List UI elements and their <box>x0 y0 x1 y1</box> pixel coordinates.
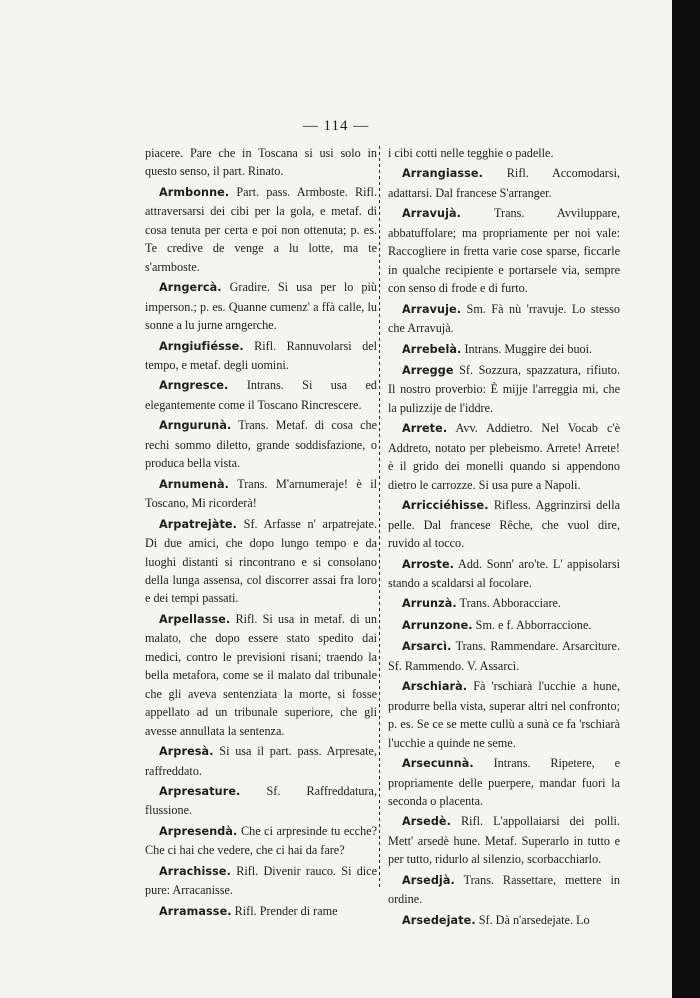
entry-headword: Arrangiasse. <box>402 167 483 181</box>
entry-headword: Arrachisse. <box>159 864 231 878</box>
entry-headword: Arschiarà. <box>402 680 468 694</box>
entry-text: Add. Sonn' aro'te. L' appisolarsi stando a scaldarsi al focolare. <box>388 556 620 590</box>
entry-headword: Arregge <box>402 363 454 377</box>
dictionary-entry <box>388 300 620 338</box>
entry-text: Rifl. Si usa in metaf. di un malato, che dopo essere stato spedito dai medici, contro le previsioni risani; traendo la bella metafora, come se il malato dal tribunale che gli aveva sentenziata la morte, si fosse appellato ad un tribunale superiore, che gli avesse annullata la sentenza. <box>145 611 377 738</box>
dictionary-entry <box>145 278 377 334</box>
dictionary-entry <box>388 616 620 635</box>
entry-text: Che ci arpresinde tu ecche? Che ci hai che vedere, che ci hai da fare? <box>145 823 377 858</box>
entry-headword: Arpresendà. <box>159 824 238 838</box>
entry-headword: Arsarcì. <box>402 640 452 654</box>
entry-text: Trans. Metaf. di cosa che rechi sommo diletto, grande soddisfazione, o produca bella vista. <box>145 418 377 471</box>
entry-headword: Arravujà. <box>402 207 462 221</box>
entry-text: Sf. Arfasse n' arpatrejate. Di due amici, che dopo lungo tempo e da luoghi distanti si rincontrano e si consolano della lunga assensa, col discorrer assai fra loro e dei tempi passati. <box>145 516 377 606</box>
dictionary-entry <box>145 862 377 900</box>
entry-headword: Arravuje. <box>402 302 462 316</box>
entry-headword: Arsecunnà. <box>402 757 474 771</box>
entry-headword: Arpatrejàte. <box>159 517 237 531</box>
entry-headword: Arrete. <box>402 422 448 436</box>
entry-text: Rifl. L'appollaiarsi dei polli. Mett' arsedè hune. Metaf. Superarlo in tutto e per tutto, ridurlo al silenzio, scorbacchiarlo. <box>388 814 620 867</box>
entry-headword: Arrunzone. <box>402 618 473 632</box>
dictionary-entry <box>145 822 377 860</box>
dictionary-entry <box>388 754 620 810</box>
entry-headword: Arnumenà. <box>159 477 230 491</box>
entry-headword: Arsedè. <box>402 815 451 829</box>
entry-text: Rifl. Prender di rame <box>231 903 338 918</box>
entry-text: Sm. e f. Abborraccione. <box>472 617 592 632</box>
entry-text: Fà 'rschiarà l'ucchie a hune, produrre bella vista, superar altri nel confronto; p. es. Se ce se mette cullù a sunà ce fa 'rschiarà l'ucchie a quinde ne seme. <box>388 679 620 750</box>
dictionary-entry <box>388 340 620 359</box>
entry-text: Trans. Rassettare, mettere in ordine. <box>388 872 620 907</box>
entry-text: Gradire. Si usa per lo più imperson.; p. es. Quanne cumenz' a ffà calle, lu sonne a lu jurne arngerche. <box>145 280 377 333</box>
dictionary-entry <box>388 164 620 202</box>
entry-text: Rifl. Accomodarsi, adattarsi. Dal francese S'arranger. <box>388 166 620 200</box>
dictionary-entry <box>145 144 377 181</box>
dictionary-entry <box>388 496 620 552</box>
entry-text: Sf. Sozzura, spazzatura, rifiuto. Il nostro proverbio: È mijje l'arreggia mi, che la pulizzije de l'iddre. <box>388 362 620 415</box>
dictionary-entry <box>388 204 620 297</box>
entry-headword: Arsedjà. <box>402 873 455 887</box>
entry-text: piacere. Pare che in Toscana si usi solo in questo senso, il part. Rinato. <box>145 146 377 179</box>
entry-text: Si usa il part. pass. Arpresate, raffreddato. <box>145 744 377 778</box>
dictionary-entry <box>388 637 620 675</box>
entry-text: Intrans. Muggire dei buoi. <box>461 341 593 356</box>
dictionary-entry <box>145 902 377 921</box>
entry-headword: Arngresce. <box>159 379 229 393</box>
entry-text: Trans. M'arnumeraje! è il Toscano, Mi ricorderà! <box>145 476 377 511</box>
page-number: — 114 — <box>302 118 370 134</box>
dictionary-entry <box>388 594 620 613</box>
column-divider <box>378 146 382 888</box>
entry-headword: Arricciéhisse. <box>402 499 489 513</box>
entry-text: i cibi cotti nelle tegghie o padelle. <box>388 146 554 160</box>
entry-text: Avv. Addietro. Nel Vocab c'è Addreto, notato per plebeismo. Arrete! Arrete! è il grido dei monelli quando si appendono dietro le carrozze. Si usa pure a Napoli. <box>388 421 620 492</box>
dictionary-entry <box>145 515 377 608</box>
dictionary-entry <box>388 555 620 593</box>
dictionary-entry <box>145 610 377 740</box>
dictionary-entry <box>145 782 377 820</box>
entry-text: Sf. Raffreddatura, flussione. <box>145 783 377 818</box>
entry-text: Trans. Rammendare. Arsarcìture. Sf. Rammendo. V. Assarcì. <box>388 639 620 673</box>
dictionary-entry <box>145 376 377 414</box>
left-column <box>145 144 377 923</box>
entry-headword: Arrunzà. <box>402 597 457 611</box>
entry-headword: Arngurunà. <box>159 419 232 433</box>
entry-headword: Arngercà. <box>159 281 222 295</box>
dictionary-entry <box>145 416 377 472</box>
dictionary-entry <box>145 337 377 375</box>
dictionary-entry <box>145 475 377 513</box>
entry-headword: Arroste. <box>402 557 455 571</box>
dictionary-entry <box>388 144 620 162</box>
entry-text: Intrans. Ripetere, e propriamente delle puerpere, mandar fuori la seconda o placenta. <box>388 756 620 808</box>
entry-headword: Arramasse. <box>159 904 232 918</box>
entry-text: Rifless. Aggrinzirsi della pelle. Dal francese Rêche, che vuol dire, ruvido al tocco. <box>388 498 620 551</box>
entry-text: Part. pass. Armboste. Rifl. attraversarsi dei cibi per la gola, e metaf. di cosa tenuta per certa e poi non ottenuta; p. es. Te credive de venge a lu lotte, ma te s'armboste. <box>145 184 377 274</box>
entry-headword: Arpresature. <box>159 784 241 798</box>
dictionary-entry <box>145 183 377 276</box>
entry-text: Sm. Fà nù 'rravuje. Lo stesso che Arravujà. <box>388 301 620 336</box>
entry-text: Trans. Abboracciare. <box>456 596 561 611</box>
entry-text: Trans. Avviluppare, abbatuffolare; ma propriamente per noi vale: Raccogliere in fretta varie cose sparse, ficcarle in qualche recipiente e portarsele via, sempre con senso di frode e di furto. <box>388 206 620 296</box>
entry-text: Rifl. Rannuvolarsi del tempo, e metaf. degli uomini. <box>145 338 377 372</box>
entry-headword: Arsedejate. <box>402 913 476 927</box>
dictionary-entry <box>388 361 620 417</box>
entry-text: Rifl. Divenir rauco. Si dice pure: Arracanisse. <box>145 863 377 898</box>
entry-text: Intrans. Si usa ed elegantemente come il Toscano Rincrescere. <box>145 378 377 412</box>
entry-headword: Arngiufiésse. <box>159 339 244 353</box>
dictionary-entry <box>388 677 620 752</box>
dictionary-entry <box>388 871 620 909</box>
dictionary-entry <box>388 419 620 494</box>
dictionary-entry <box>145 742 377 780</box>
entry-headword: Armbonne. <box>159 185 230 199</box>
right-column <box>388 144 620 932</box>
entry-headword: Arpellasse. <box>159 612 231 626</box>
dictionary-entry <box>388 911 620 930</box>
entry-headword: Arrebelà. <box>402 342 462 356</box>
entry-text: Sf. Dà n'arsedejate. Lo <box>475 912 590 927</box>
scan-edge <box>672 0 700 998</box>
dictionary-entry <box>388 812 620 868</box>
entry-headword: Arpresà. <box>159 745 214 759</box>
